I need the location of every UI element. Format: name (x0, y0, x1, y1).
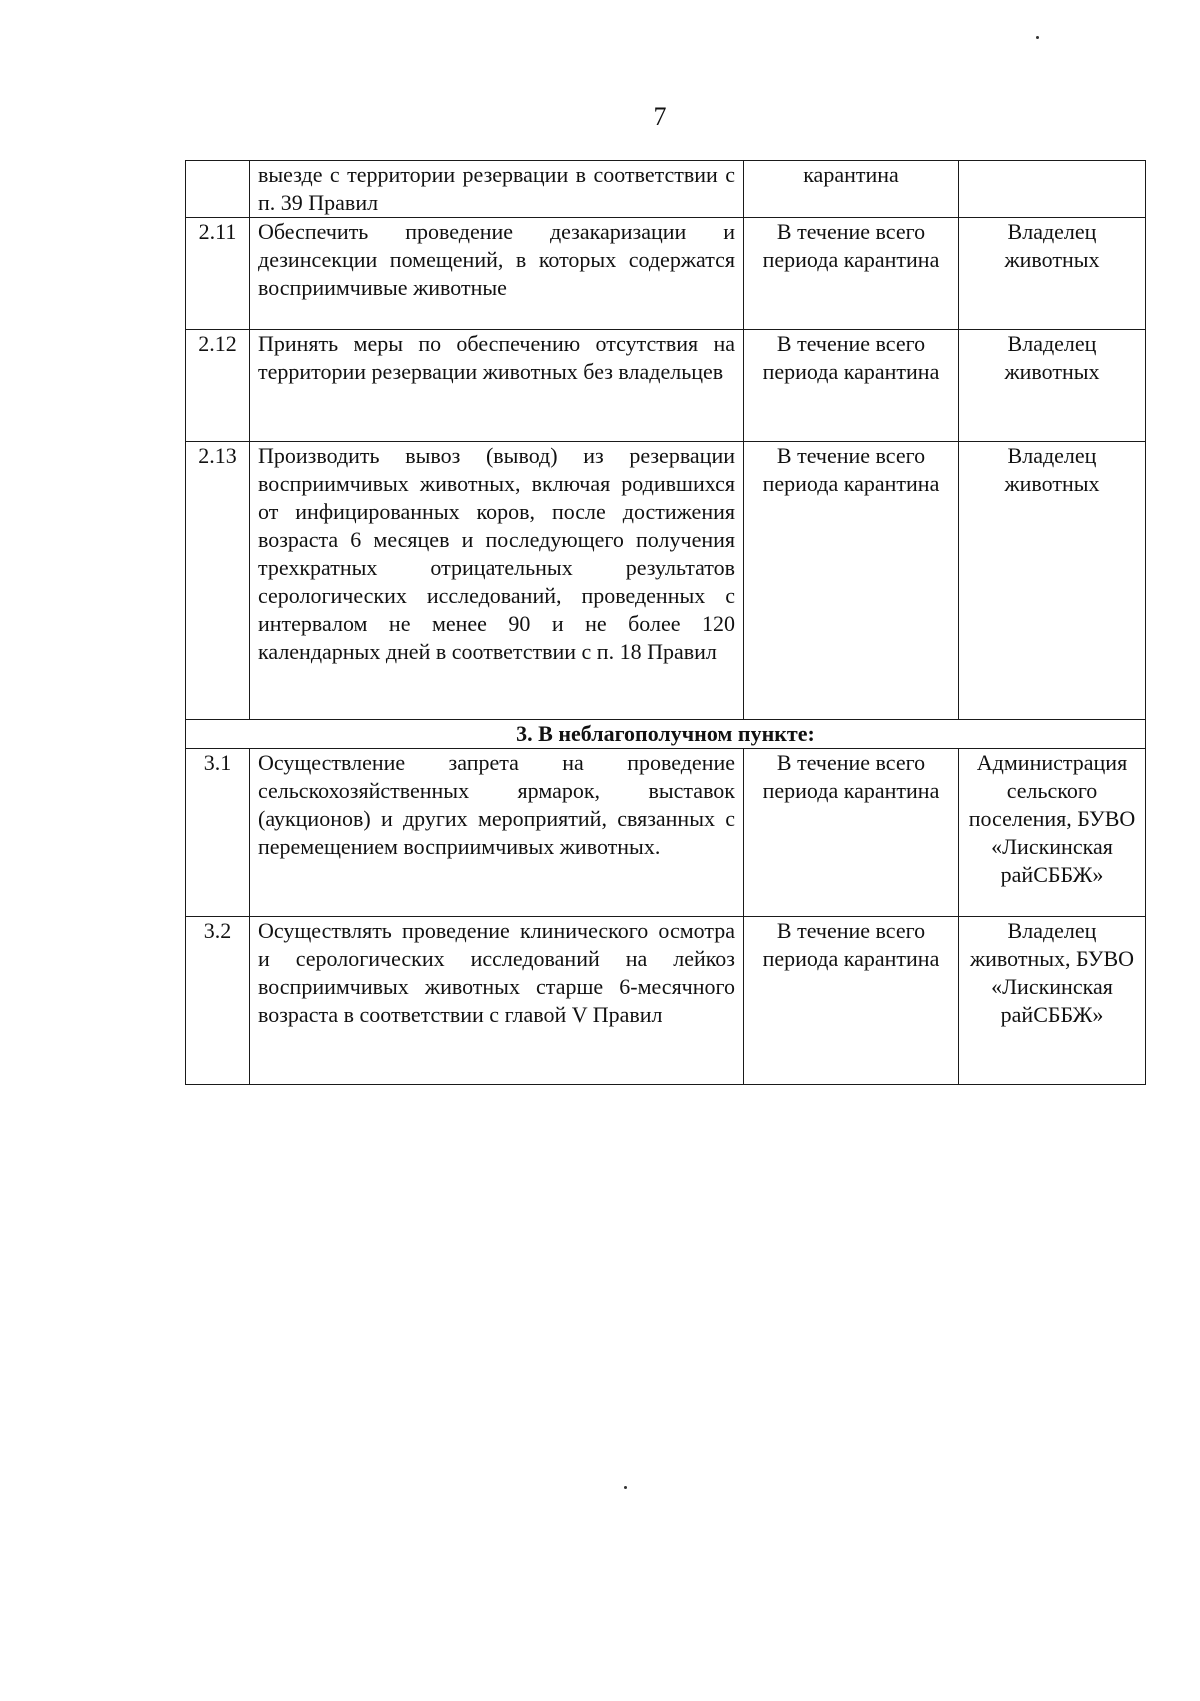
table-row (186, 442, 1146, 720)
scan-speck (624, 1486, 627, 1489)
section-title: 3. В неблагополучном пункте: (186, 720, 1146, 749)
row-number: 3.1 (186, 749, 250, 917)
row-number (186, 161, 250, 218)
deadline-text: В течение всего периода карантина (744, 442, 959, 720)
measure-text: Производить вывоз (вывод) из резервации восприимчивых животных, включая родившихся от инфицированных коров, после достижения возраста 6 месяцев и последующего получения трехкратных отрицательных результатов серологических исследований, проведенных с интервалом не менее 90 и не более 120 календарных дней в соответствии с п. 18 Правил (250, 442, 744, 720)
row-number: 2.12 (186, 330, 250, 442)
scan-speck (1036, 36, 1039, 39)
table-row (186, 161, 1146, 218)
row-number: 3.2 (186, 917, 250, 1085)
table-row (186, 917, 1146, 1085)
table-row (186, 218, 1146, 330)
deadline-text: В течение всего периода карантина (744, 917, 959, 1085)
row-number: 2.13 (186, 442, 250, 720)
measure-text: выезде с территории резервации в соответствии с п. 39 Правил (250, 161, 744, 218)
responsible-text: Владелец животных, БУВО «Лискинская райСББЖ» (959, 917, 1146, 1085)
deadline-text: В течение всего периода карантина (744, 749, 959, 917)
measure-text: Осуществление запрета на проведение сельскохозяйственных ярмарок, выставок (аукционов) и других мероприятий, связанных с перемещением восприимчивых животных. (250, 749, 744, 917)
deadline-text: В течение всего периода карантина (744, 218, 959, 330)
measures-table (185, 160, 1146, 1085)
responsible-text: Владелец животных (959, 330, 1146, 442)
measure-text: Принять меры по обеспечению отсутствия на территории резервации животных без владельцев (250, 330, 744, 442)
section-header-row (186, 720, 1146, 749)
deadline-text: карантина (744, 161, 959, 218)
responsible-text (959, 161, 1146, 218)
responsible-text: Владелец животных (959, 218, 1146, 330)
responsible-text: Владелец животных (959, 442, 1146, 720)
deadline-text: В течение всего периода карантина (744, 330, 959, 442)
row-number: 2.11 (186, 218, 250, 330)
table-row (186, 749, 1146, 917)
page-number: 7 (653, 102, 667, 131)
responsible-text: Администрация сельского поселения, БУВО «Лискинская райСББЖ» (959, 749, 1146, 917)
measure-text: Обеспечить проведение дезакаризации и дезинсекции помещений, в которых содержатся восприимчивые животные (250, 218, 744, 330)
measure-text: Осуществлять проведение клинического осмотра и серологических исследований на лейкоз восприимчивых животных старше 6-месячного возраста в соответствии с главой V Правил (250, 917, 744, 1085)
table-row (186, 330, 1146, 442)
